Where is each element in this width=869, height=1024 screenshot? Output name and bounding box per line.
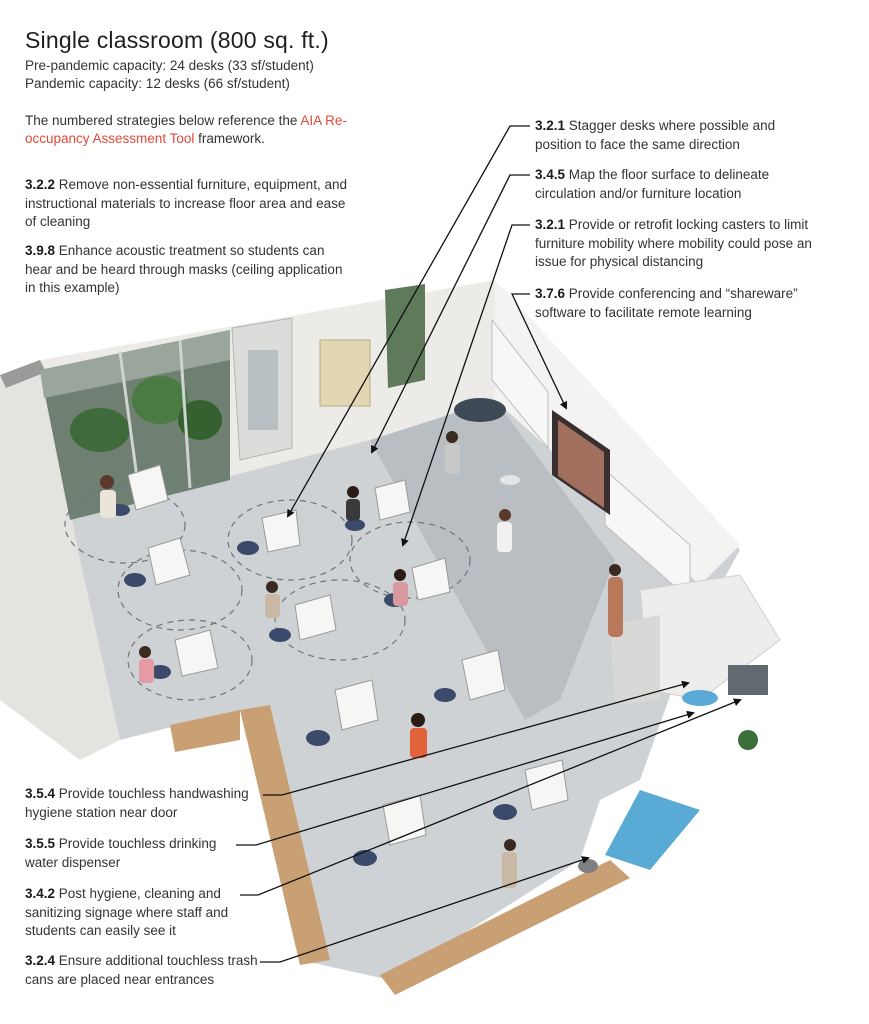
page-title: Single classroom (800 sq. ft.) (25, 27, 329, 53)
annotation-3-5-5: 3.5.5 Provide touchless drinking water dispenser (25, 836, 217, 870)
classroom-door (232, 318, 292, 460)
annotation-3-2-1-casters: 3.2.1 Provide or retrofit locking casters to limit furniture mobility where mobility could pose an issue for physical distancing (535, 217, 812, 269)
annotation-3-2-1-stagger: 3.2.1 Stagger desks where possible and position to face the same direction (535, 118, 776, 152)
annotation-3-4-2: 3.4.2 Post hygiene, cleaning and sanitizing signage where staff and students can easily see it (25, 886, 229, 938)
map-poster (320, 340, 370, 406)
pre-pandemic-capacity: Pre-pandemic capacity: 24 desks (33 sf/student) (25, 58, 314, 73)
annotation-3-2-2: 3.2.2 Remove non-essential furniture, equipment, and instructional materials to increase floor area and ease of cleaning (25, 177, 347, 229)
intro-text: The numbered strategies below reference the AIA Re-occupancy Assessment Tool framework. (25, 113, 347, 146)
annotation-3-5-4: 3.5.4 Provide touchless handwashing hygiene station near door (25, 786, 249, 820)
potted-plant (738, 730, 758, 750)
annotation-3-2-4: 3.2.4 Ensure additional touchless trash cans are placed near entrances (25, 953, 258, 987)
annotation-3-7-6: 3.7.6 Provide conferencing and “shareware” software to facilitate remote learning (535, 286, 798, 320)
trash-can (578, 859, 598, 873)
stool (500, 475, 520, 485)
annotation-3-9-8: 3.9.8 Enhance acoustic treatment so students can hear and be heard through masks (ceiling application in this example) (25, 243, 343, 295)
exterior-blue (605, 790, 700, 870)
round-table (454, 398, 506, 422)
annotation-3-4-5: 3.4.5 Map the floor surface to delineate circulation and/or furniture location (535, 167, 770, 201)
pandemic-capacity: Pandemic capacity: 12 desks (66 sf/student) (25, 76, 290, 91)
aia-tool-link[interactable]: AIA Re-occupancy Assessment Tool (25, 113, 347, 146)
